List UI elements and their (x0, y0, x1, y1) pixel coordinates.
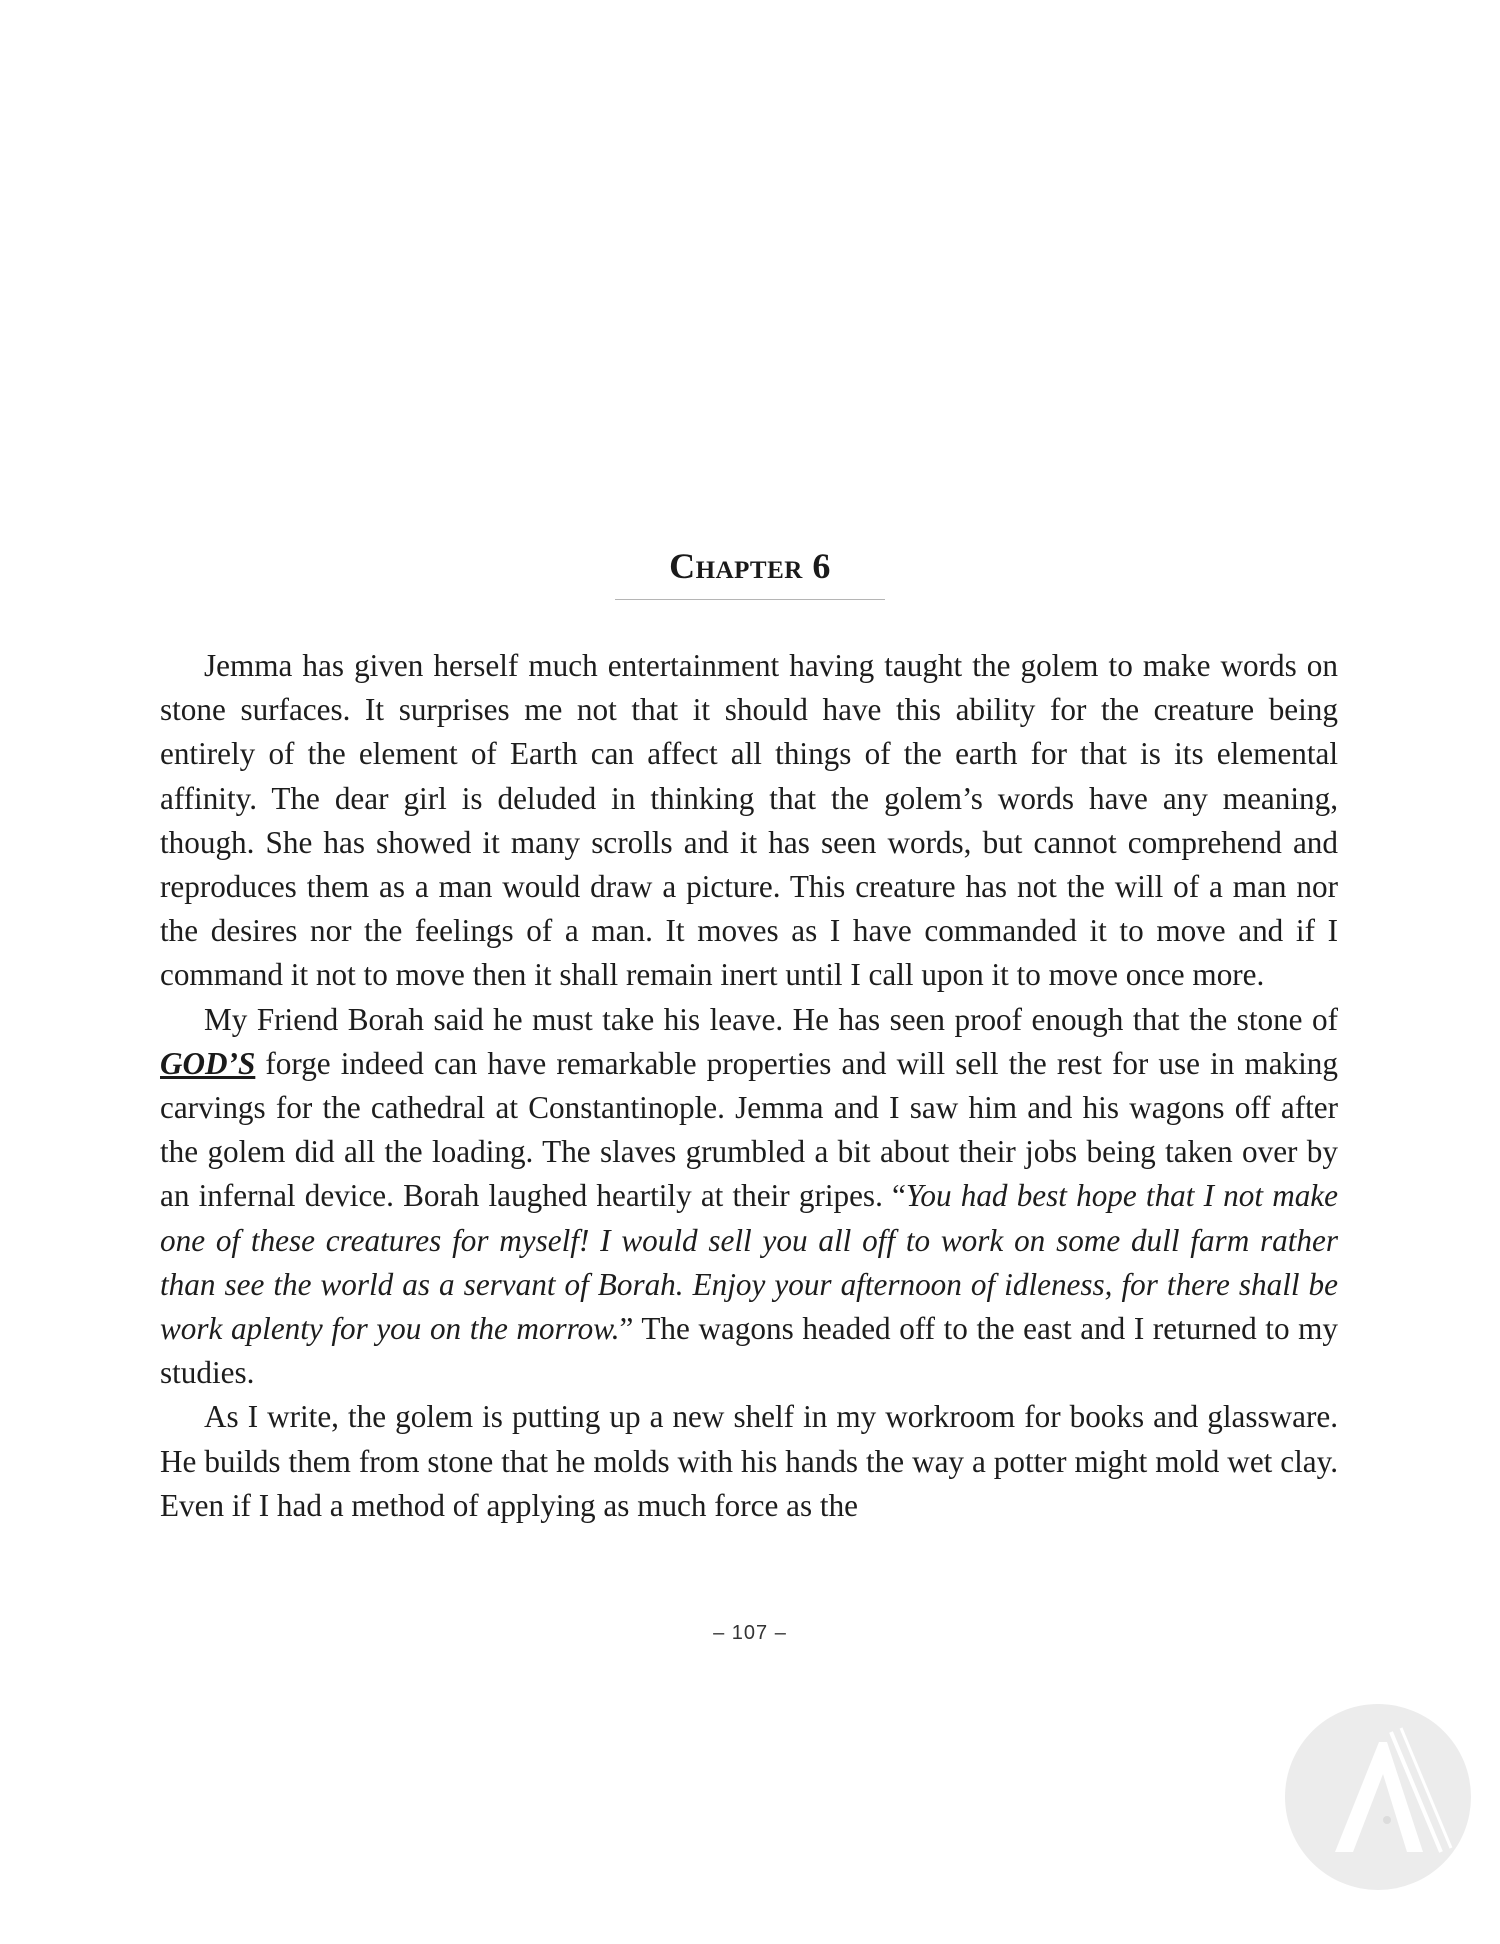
watermark-dot (1383, 1816, 1391, 1824)
chapter-title: Chapter 6 (669, 546, 831, 586)
paragraph-2 (160, 998, 1338, 1396)
borah-quote: You had best hope that I not make one of these creatures for myself! I would sell you all off to work on some dull farm rather than see the world as a servant of Borah. Enjoy your afternoon of idleness, for there shall be work aplenty for you on the morrow. (160, 1178, 1338, 1347)
page-number: – 107 – (713, 1622, 787, 1644)
body-text (160, 644, 1338, 1528)
publisher-logo-watermark-icon (1283, 1702, 1473, 1892)
chapter-heading (0, 548, 1500, 584)
paragraph-2-text-c: ” The wagons headed off to the east and I returned to my studies. (160, 1311, 1338, 1391)
paragraph-1: Jemma has given herself much entertainment having taught the golem to make words on stone surfaces. It surprises me not that it should have this ability for the creature being entirely of the element of Earth can affect all things of the earth for that is its elemental affinity. The dear girl is deluded in thinking that the golem’s words have any meaning, though. She has showed it many scrolls and it has seen words, but cannot comprehend and reproduces them as a man would draw a picture. This creature has not the will of a man nor the desires nor the feelings of a man. It moves as I have commanded it to move and if I command it not to move then it shall remain inert until I call upon it to move once more. (160, 648, 1338, 993)
paragraph-2-text-b: forge indeed can have remarkable properties and will sell the rest for use in making carvings for the cathedral at Constantinople. Jemma and I saw him and his wagons off after the golem did all the loading. The slaves grumbled a bit about their jobs being taken over by an infernal device. Borah laughed heartily at their gripes. “ (160, 1045, 1338, 1214)
watermark-svg (1283, 1702, 1473, 1892)
chapter-divider (615, 599, 885, 600)
watermark-circle (1285, 1704, 1471, 1890)
paragraph-3: As I write, the golem is putting up a new shelf in my workroom for books and glassware. He builds them from stone that he molds with his hands the way a potter might mold wet clay. Even if I had a method of applying as much force as the (160, 1399, 1338, 1523)
paragraph-2-text-a: My Friend Borah said he must take his leave. He has seen proof enough that the stone of (204, 1001, 1338, 1037)
gods-emphasis: GOD’S (160, 1045, 256, 1081)
